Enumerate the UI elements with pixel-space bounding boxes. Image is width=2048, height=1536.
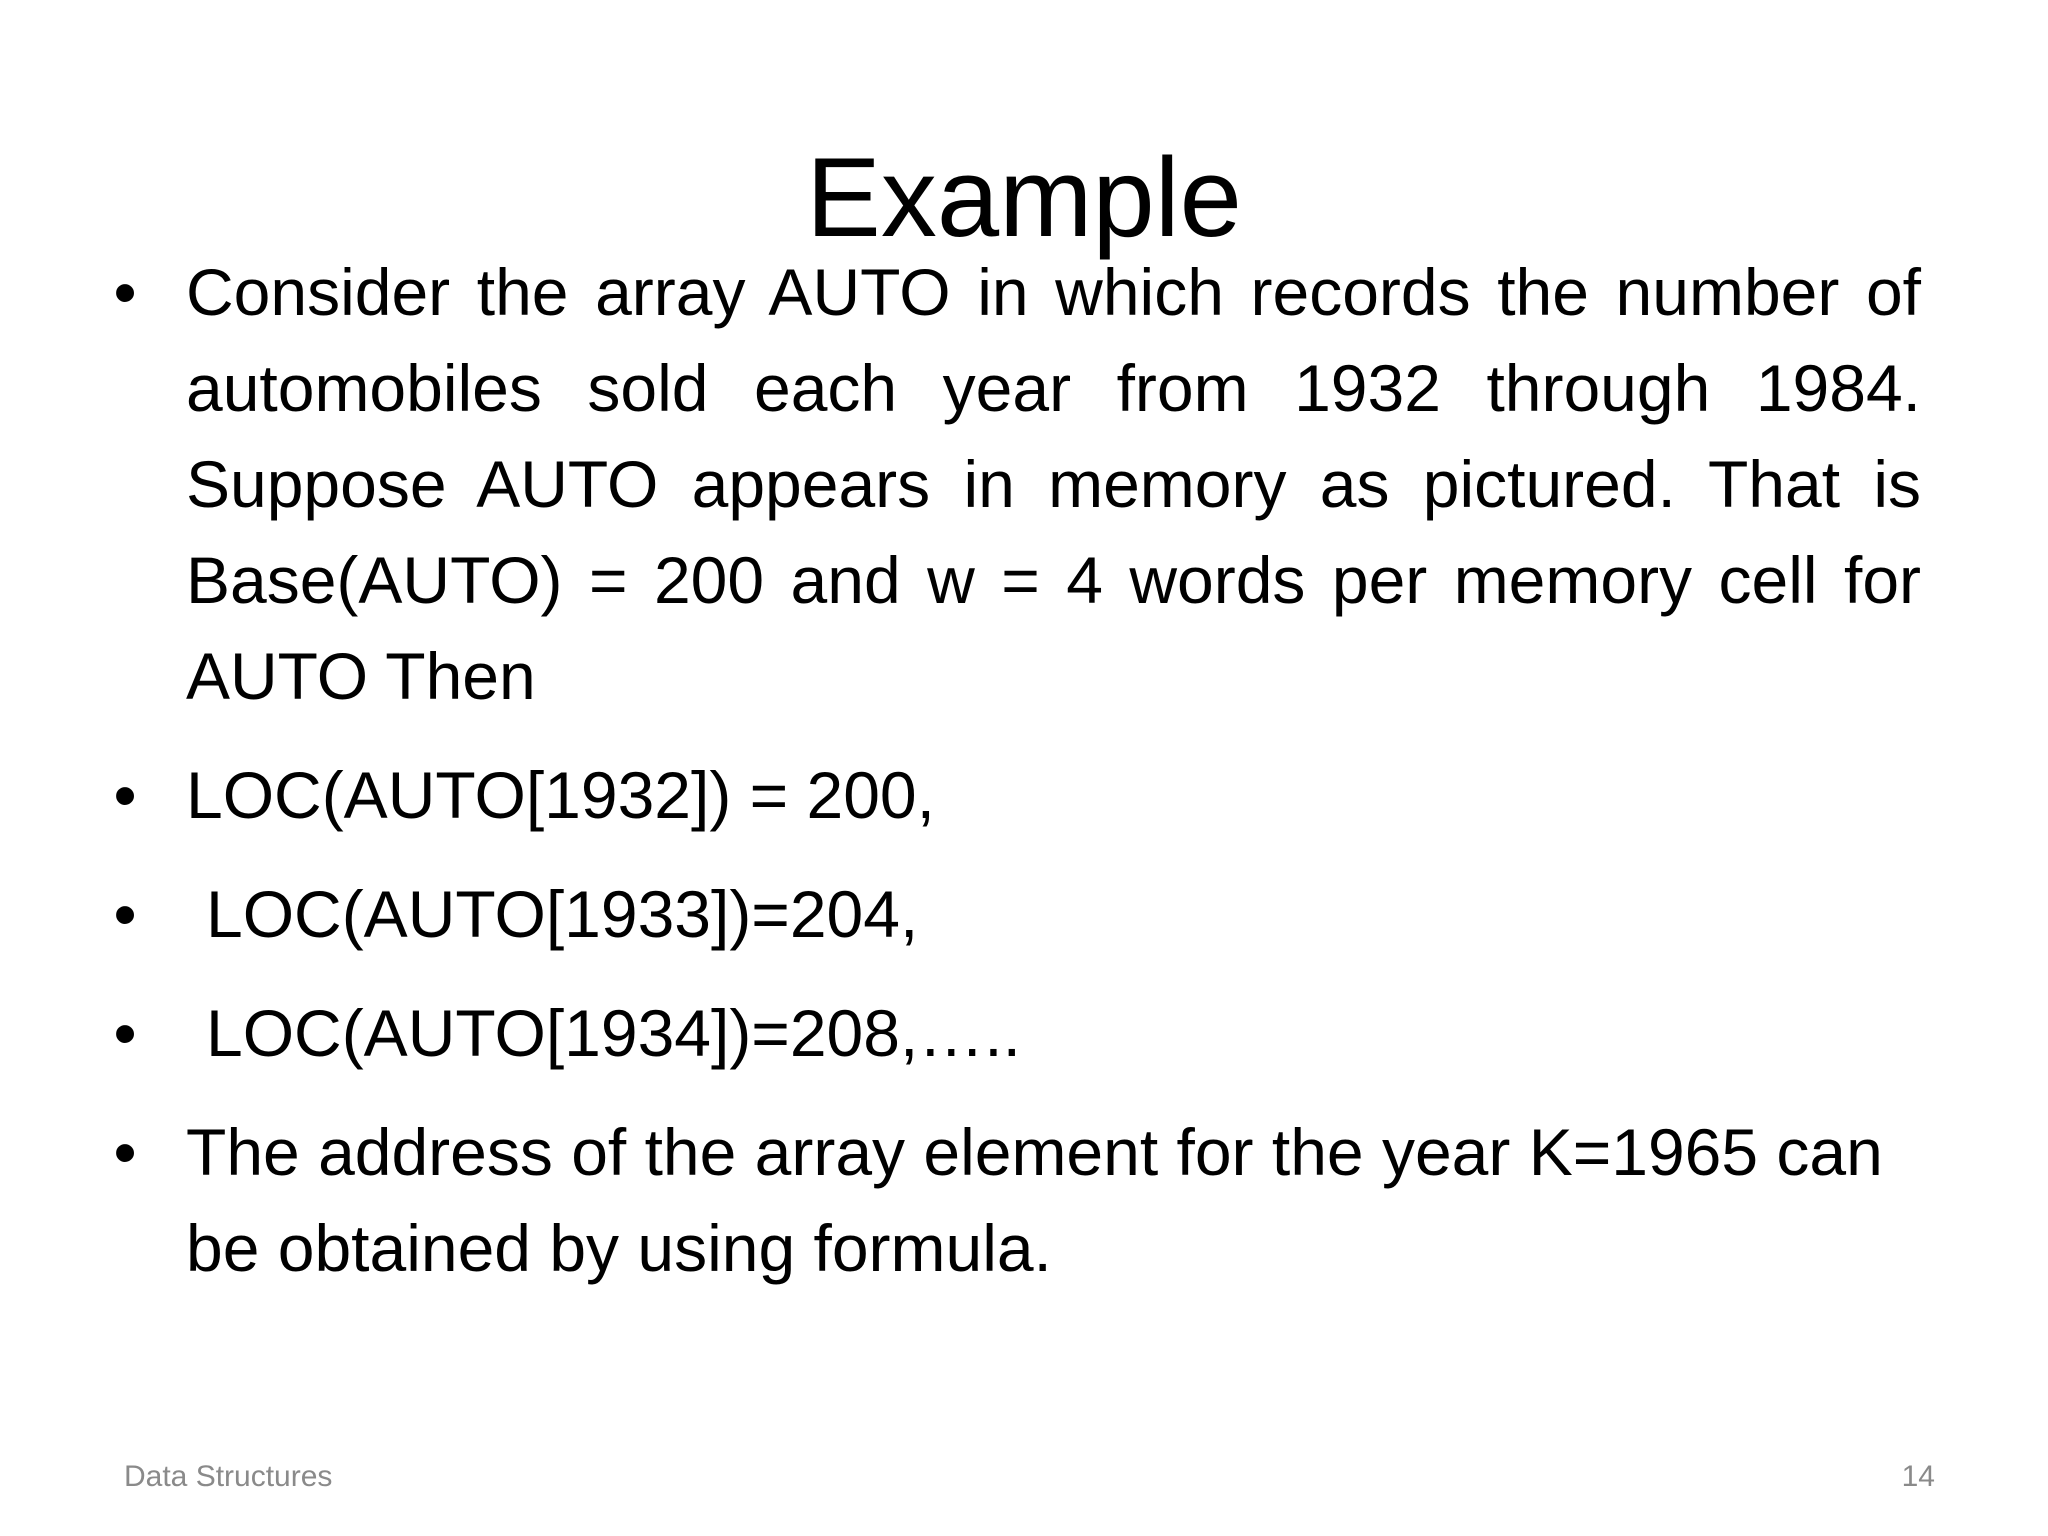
footer-course-name: Data Structures (124, 1460, 333, 1493)
bullet-dot-icon: • (113, 255, 137, 329)
bullet-dot-icon: • (113, 1115, 137, 1189)
bullet-item-1 (105, 244, 1921, 724)
bullet-text-3: LOC(AUTO[1933])=204, (206, 877, 919, 951)
bullet-list (105, 244, 1921, 1319)
bullet-item-2 (105, 747, 1921, 843)
bullet-item-3 (105, 866, 1921, 962)
bullet-dot-icon: • (113, 758, 137, 832)
bullet-text-5: The address of the array element for the year K=1965 can be obtained by using formula. (186, 1115, 1883, 1285)
bullet-dot-icon: • (113, 996, 137, 1070)
bullet-item-4 (105, 985, 1921, 1081)
bullet-text-2: LOC(AUTO[1932]) = 200, (186, 758, 935, 832)
bullet-dot-icon: • (113, 877, 137, 951)
slide-title: Example (806, 135, 1242, 260)
bullet-item-5 (105, 1104, 1921, 1296)
bullet-text-4: LOC(AUTO[1934])=208,….. (206, 996, 1021, 1070)
page-number: 14 (1901, 1460, 1935, 1493)
bullet-text-1: Consider the array AUTO in which records the number of automobiles sold each year from 1932 through 1984. Suppose AUTO appears in memory as pictured. That is Base(AUTO) = 200 and w = 4 words per memory cell for AUTO Then (186, 255, 1921, 713)
